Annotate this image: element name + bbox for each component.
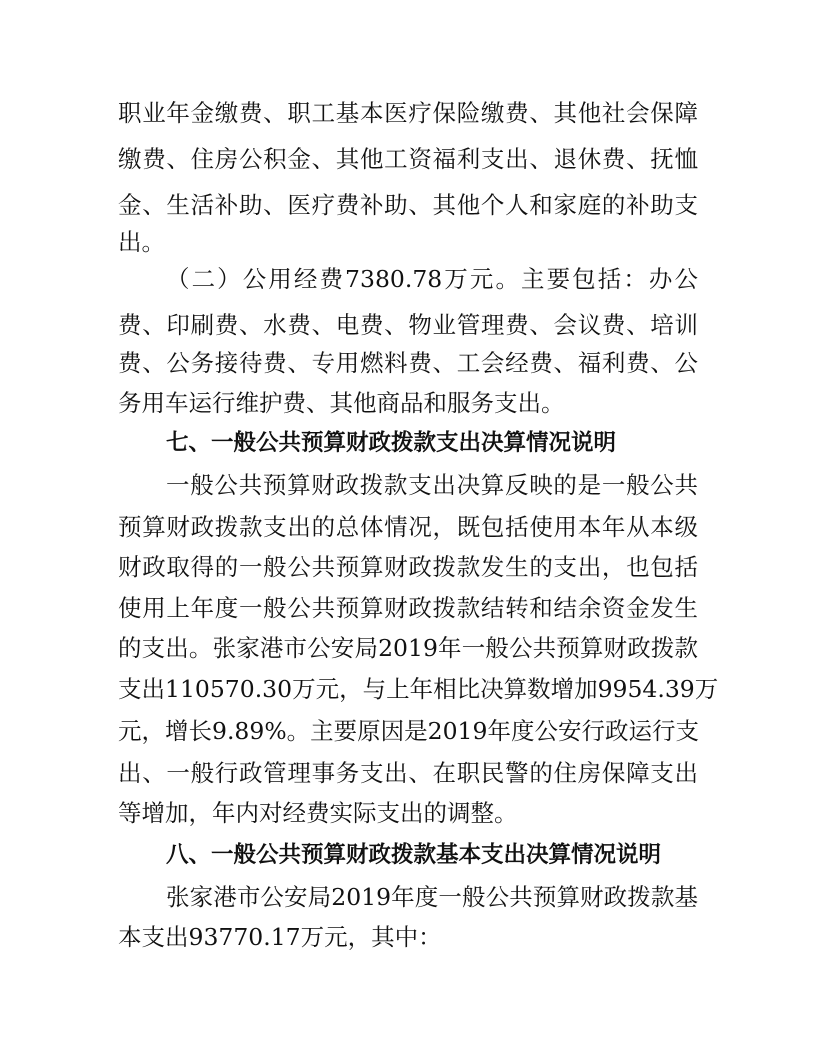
- paragraph-1-line-2: 缴费、住房公积金、其他工资福利支出、退休费、抚恤: [118, 145, 698, 173]
- section-7-line-6: 支出110570.30万元，与上年相比决算数增加9954.39万: [118, 675, 719, 703]
- paragraph-1-line-3: 金、生活补助、医疗费补助、其他个人和家庭的补助支: [118, 191, 698, 219]
- section-8-heading: 八、一般公共预算财政拨款基本支出决算情况说明: [166, 842, 662, 868]
- paragraph-2-line-3: 费、公务接待费、专用燃料费、工会经费、福利费、公: [118, 349, 698, 377]
- section-7-heading: 七、一般公共预算财政拨款支出决算情况说明: [166, 430, 617, 456]
- paragraph-1-line-4: 出。: [118, 228, 165, 256]
- section-7-line-1: 一般公共预算财政拨款支出决算反映的是一般公共: [166, 471, 698, 499]
- section-7-line-5: 的支出。张家港市公安局2019年一般公共预算财政拨款: [118, 634, 698, 662]
- section-8-line-1: 张家港市公安局2019年度一般公共预算财政拨款基: [166, 883, 698, 911]
- section-7-line-7: 元，增长9.89%。主要原因是2019年度公安行政运行支: [118, 717, 699, 745]
- paragraph-2-line-1: （二）公用经费7380.78万元。主要包括：办公: [166, 265, 698, 293]
- paragraph-1-line-1: 职业年金缴费、职工基本医疗保险缴费、其他社会保障: [118, 99, 698, 127]
- section-7-line-4: 使用上年度一般公共预算财政拨款结转和结余资金发生: [118, 594, 698, 622]
- paragraph-2-line-2: 费、印刷费、水费、电费、物业管理费、会议费、培训: [118, 311, 698, 339]
- section-7-line-8: 出、一般行政管理事务支出、在职民警的住房保障支出: [118, 759, 698, 787]
- section-7-line-3: 财政取得的一般公共预算财政拨款发生的支出，也包括: [118, 553, 698, 581]
- section-7-line-9: 等增加，年内对经费实际支出的调整。: [118, 799, 518, 827]
- section-8-line-2: 本支出93770.17万元，其中：: [118, 923, 442, 951]
- section-7-line-2: 预算财政拨款支出的总体情况，既包括使用本年从本级: [118, 513, 698, 541]
- paragraph-2-line-4: 务用车运行维护费、其他商品和服务支出。: [118, 389, 565, 417]
